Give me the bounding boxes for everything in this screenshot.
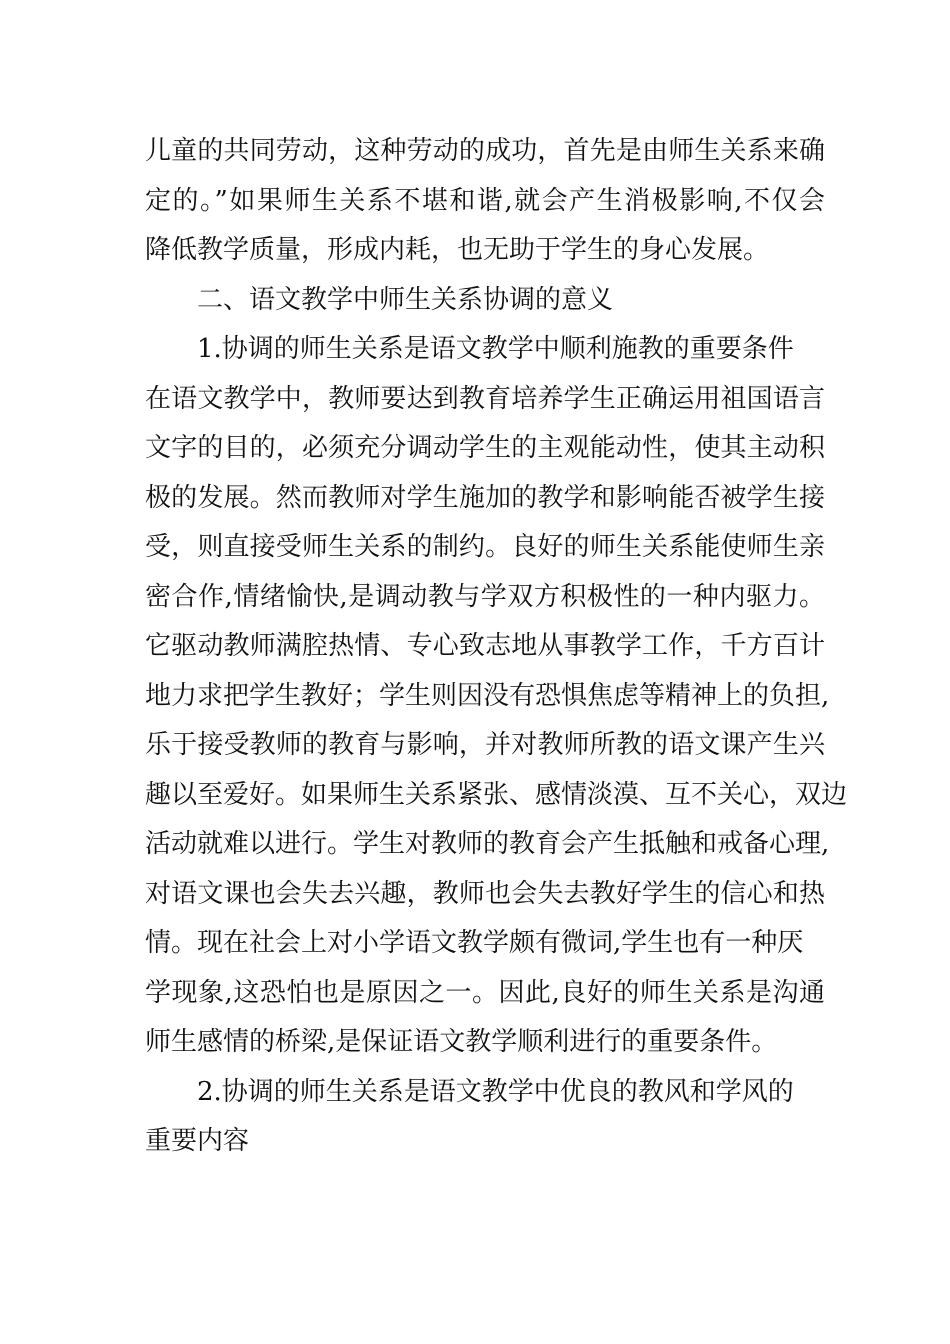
- document-body: [145, 127, 848, 1167]
- text-line: 地力求把学生教好；学生则因没有恐惧焦虑等精神上的负担,: [145, 680, 830, 711]
- text-line: 在语文教学中，教师要达到教育培养学生正确运用祖国语言: [145, 383, 825, 414]
- text-line: 密合作,情绪愉快,是调动教与学双方积极性的一种内驱力。: [145, 581, 825, 612]
- subsection-heading: 2.协调的师生关系是语文教学中优良的教风和学风的: [197, 1076, 794, 1107]
- text-line: 它驱动教师满腔热情、专心致志地从事教学工作，千方百计: [145, 631, 825, 661]
- text-line: 对语文课也会失去兴趣，教师也会失去教好学生的信心和热: [145, 878, 825, 909]
- text-line: 重要内容: [145, 1126, 250, 1156]
- text-line: 师生感情的桥梁,是保证语文教学顺利进行的重要条件。: [145, 1027, 778, 1057]
- text-line: 极的发展。然而教师对学生施加的教学和影响能否被学生接: [145, 482, 825, 513]
- section-heading: 二、语文教学中师生关系协调的意义: [197, 284, 614, 315]
- text-line: 儿童的共同劳动，这种劳动的成功，首先是由师生关系来确: [145, 136, 825, 166]
- text-line: 降低教学质量，形成内耗，也无助于学生的身心发展。: [145, 235, 770, 265]
- text-line: 乐于接受教师的教育与影响，并对教师所教的语文课产生兴: [145, 730, 825, 760]
- text-line: 学现象,这恐怕也是原因之一。因此,良好的师生关系是沟通: [145, 977, 825, 1008]
- text-line: 受，则直接受师生关系的制约。良好的师生关系能使师生亲: [145, 532, 825, 562]
- text-line: 文字的目的，必须充分调动学生的主观能动性，使其主动积: [145, 433, 825, 463]
- text-line: 情。现在社会上对小学语文教学颇有微词,学生也有一种厌: [145, 928, 804, 958]
- text-line: 定的。”如果师生关系不堪和谐,就会产生消极影响,不仅会: [145, 185, 825, 216]
- subsection-heading: 1.协调的师生关系是语文教学中顺利施教的重要条件: [197, 334, 794, 364]
- text-line: 活动就难以进行。学生对教师的教育会产生抵触和戒备心理,: [145, 829, 830, 859]
- text-line: 趣以至爱好。如果师生关系紧张、感情淡漠、互不关心，双边: [145, 779, 848, 810]
